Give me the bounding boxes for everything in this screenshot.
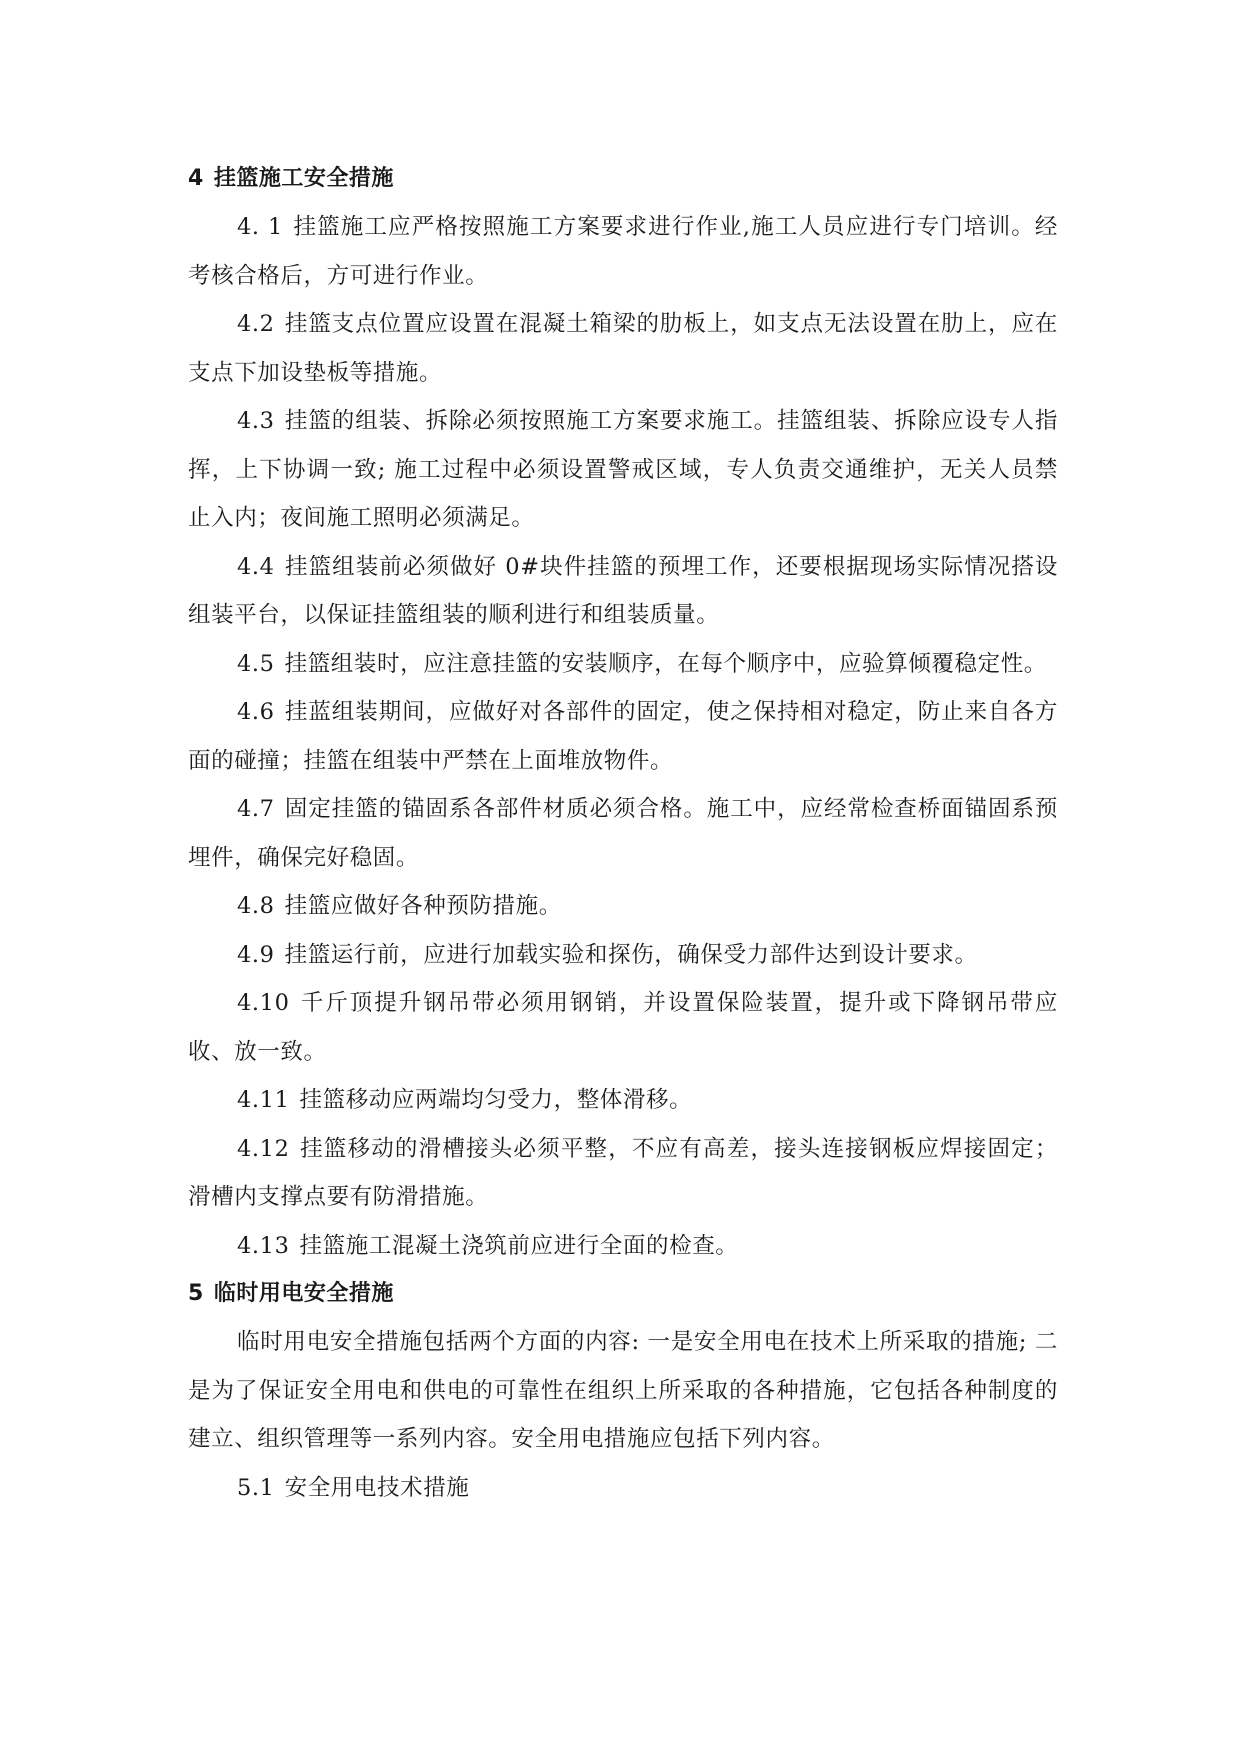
paragraph-4-10: 4.10 千斤顶提升钢吊带必须用钢销，并设置保险装置，提升或下降钢吊带应收、放一致。 — [188, 990, 1058, 1065]
paragraph-4-5: 4.5 挂篮组装时，应注意挂篮的安装顺序，在每个顺序中，应验算倾覆稳定性。 — [237, 650, 1047, 677]
paragraph-4-6: 4.6 挂蓝组装期间，应做好对各部件的固定，使之保持相对稳定，防止来自各方面的碰撞；挂篮在组装中严禁在上面堆放物件。 — [188, 699, 1058, 774]
paragraph-4-8: 4.8 挂篮应做好各种预防措施。 — [237, 893, 562, 919]
paragraph-4-7: 4.7 固定挂篮的锚固系各部件材质必须合格。施工中，应经常检查桥面锚固系预埋件，确保完好稳固。 — [188, 796, 1058, 871]
paragraph-4-1: 4. 1 挂篮施工应严格按照施工方案要求进行作业,施工人员应进行专门培训。经考核合格后，方可进行作业。 — [188, 214, 1058, 289]
paragraph-5-1: 5.1 安全用电技术措施 — [237, 1474, 470, 1501]
section-heading-5: 5 临时用电安全措施 — [188, 1281, 394, 1306]
section-heading-4: 4 挂篮施工安全措施 — [188, 166, 394, 191]
paragraph-4-9: 4.9 挂篮运行前，应进行加载实验和探伤，确保受力部件达到设计要求。 — [237, 941, 978, 968]
paragraph-4-4: 4.4 挂篮组装前必须做好 0#块件挂篮的预埋工作，还要根据现场实际情况搭设组装平台，以保证挂篮组装的顺利进行和组装质量。 — [188, 553, 1058, 628]
paragraph-4-12: 4.12 挂篮移动的滑槽接头必须平整，不应有高差，接头连接钢板应焊接固定；滑槽内支撑点要有防滑措施。 — [188, 1135, 1058, 1210]
paragraph-4-2: 4.2 挂篮支点位置应设置在混凝土箱梁的肋板上，如支点无法设置在肋上，应在支点下加设垫板等措施。 — [188, 311, 1058, 386]
paragraph-5-intro: 临时用电安全措施包括两个方面的内容: 一是安全用电在技术上所采取的措施; 二是为了保证安全用电和供电的可靠性在组织上所采取的各种措施，它包括各种制度的建立、组织管理等一系列内容。安全用电措施应包括下列内容。 — [188, 1329, 1058, 1452]
paragraph-4-13: 4.13 挂篮施工混凝土浇筑前应进行全面的检查。 — [237, 1232, 739, 1259]
paragraph-4-3: 4.3 挂篮的组装、拆除必须按照施工方案要求施工。挂篮组装、拆除应设专人指挥，上下协调一致; 施工过程中必须设置警戒区域，专人负责交通维护，无关人员禁止入内；夜间施工照明必须满足。 — [188, 408, 1058, 531]
paragraph-4-11: 4.11 挂篮移动应两端均匀受力，整体滑移。 — [237, 1087, 693, 1113]
document-page — [188, 155, 1058, 1512]
